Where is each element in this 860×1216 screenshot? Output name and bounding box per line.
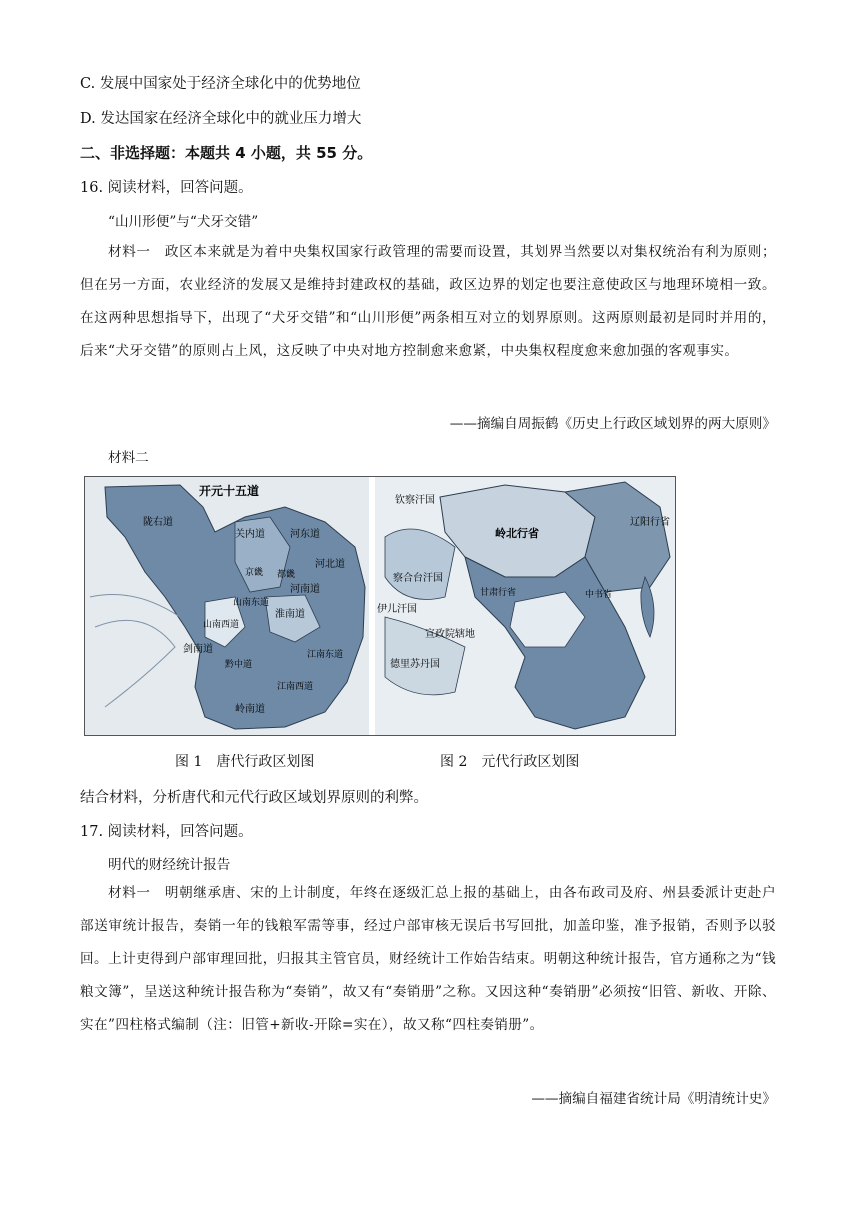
fig1-caption: 图 1 唐代行政区划图 (175, 754, 315, 770)
map-left-label: 山南东道 (233, 598, 270, 608)
map-left-label: 黔中道 (225, 660, 253, 670)
q16-material1: 材料一 政区本来就是为着中央集权国家行政管理的需要而设置，其划界当然要以对集权统治有利为原则；但在另一方面，农业经济的发展又是维持封建政权的基础，政区边界的划定也要注意使政区与地理环境相一致。在这两种思想指导下，出现了“犬牙交错”和“山川形便”两条相互对立的划界原则。这两原则最初是同时并用的，后来“犬牙交错”的原则占上风，这反映了中央对地方控制愈来愈紧，中央集权程度愈来愈加强的客观事实。 (80, 244, 776, 359)
map-left-label: 江南西道 (277, 682, 314, 692)
q17-material1: 材料一 明朝继承唐、宋的上计制度，年终在逐级汇总上报的基础上，由各布政司及府、州县委派计吏赴户部送审统计报告，奏销一年的钱粮军需等事，经过户部审核无误后书写回批，加盖印鉴，准予报销，否则予以驳回。上计吏得到户部审理回批，归报其主管官员，财经统计工作始告结束。明朝这种统计报告，官方通称之为“钱粮文簿”，呈送这种统计报告称为“奏销”，故又有“奏销册”之称。又因这种“奏销册”必须按“旧管、新收、开除、实在”四柱格式编制（注：旧管+新收-开除=实在），故又称“四柱奏销册”。 (80, 885, 776, 1033)
map-left-label: 山南西道 (203, 620, 240, 630)
q17-prompt: 17. 阅读材料，回答问题。 (80, 824, 253, 840)
map-left-label: 京畿 (245, 568, 264, 578)
section-heading: 二、非选择题：本题共 4 小题，共 55 分。 (80, 144, 373, 162)
map-right-label: 钦察汗国 (395, 495, 435, 506)
map-left-label: 江南东道 (307, 650, 344, 660)
map-right-label: 伊儿汗国 (377, 604, 417, 615)
map-left-label: 剑南道 (183, 644, 213, 655)
map-right-label: 辽阳行省 (630, 517, 670, 528)
map-right-label: 甘肃行省 (480, 588, 517, 598)
map-right-label: 岭北行省 (495, 527, 539, 540)
fig2-caption: 图 2 元代行政区划图 (440, 754, 580, 770)
map-graphic (85, 477, 675, 735)
q16-material2-label: 材料二 (108, 450, 149, 466)
map-left-label: 关内道 (235, 529, 265, 540)
map-right-label: 察合台汗国 (393, 573, 443, 584)
map-right-label: 宣政院辖地 (425, 629, 475, 640)
map-right-label: 中书省 (585, 590, 613, 600)
q16-question: 结合材料，分析唐代和元代行政区域划界原则的利弊。 (80, 790, 428, 806)
map-left-label: 河南道 (290, 584, 320, 595)
q16-prompt: 16. 阅读材料，回答问题。 (80, 180, 253, 196)
q17-title: 明代的财经统计报告 (108, 857, 231, 873)
map-left-label: 陇右道 (143, 517, 173, 528)
map-right-label: 德里苏丹国 (390, 659, 440, 670)
map-figure (84, 476, 676, 736)
map-left-label: 岭南道 (235, 704, 265, 715)
q17-source1: ——摘编自福建省统计局《明清统计史》 (531, 1091, 776, 1107)
q16-source1: ——摘编自周振鹤《历史上行政区域划界的两大原则》 (449, 416, 776, 432)
map-left-label: 都畿 (277, 570, 296, 580)
option-c: C. 发展中国家处于经济全球化中的优势地位 (80, 76, 361, 92)
option-d: D. 发达国家在经济全球化中的就业压力增大 (80, 111, 362, 127)
q16-title: “山川形便”与“犬牙交错” (108, 214, 259, 230)
map-left-label: 河北道 (315, 559, 345, 570)
map-left-title: 开元十五道 (199, 484, 260, 498)
map-left-label: 河东道 (290, 529, 320, 540)
map-left-label: 淮南道 (275, 609, 305, 620)
